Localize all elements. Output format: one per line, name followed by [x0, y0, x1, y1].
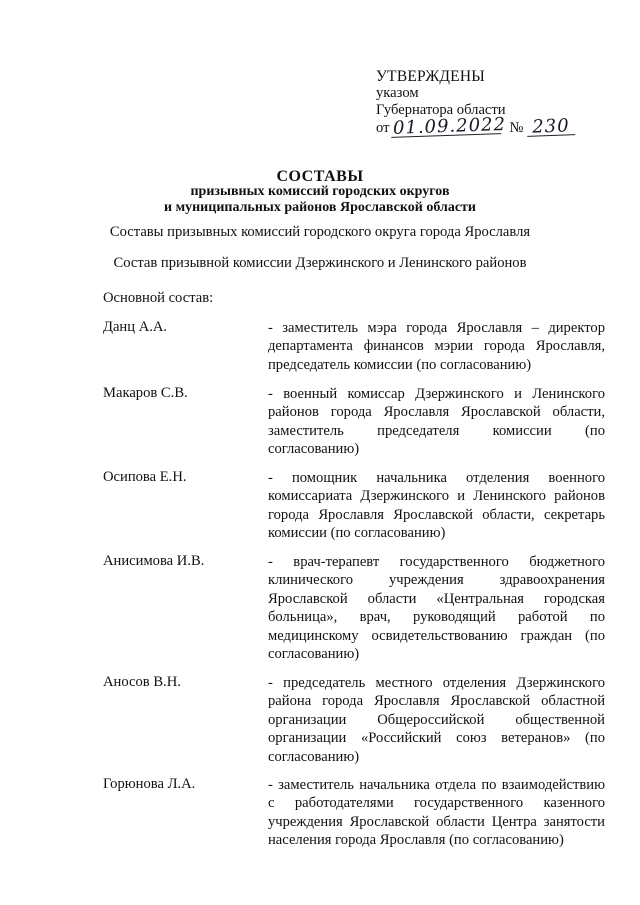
member-role: - врач-терапевт государственного бюджетного клинического учреждения здравоохранения Ярославской области «Центральная городская больница», врач, руководящий работой по медицинскому освидетельствованию граждан (по согласованию)	[268, 554, 605, 663]
approval-authority: Губернатора области	[376, 102, 506, 118]
composition-label: Основной состав:	[103, 290, 214, 306]
member-name: Данц А.А.	[103, 319, 168, 335]
document-subtitle-line2: и муниципальных районов Ярославской области	[164, 200, 476, 215]
approval-date-handwritten: 01.09.2022	[393, 113, 507, 139]
approval-title: УТВЕРЖДЕНЫ	[376, 68, 485, 85]
member-name: Осипова Е.Н.	[103, 469, 187, 485]
member-name: Макаров С.В.	[103, 385, 188, 401]
approval-block	[376, 68, 606, 139]
member-role: - заместитель мэра города Ярославля – директор департамента финансов мэрии города Ярославля, председатель комиссии (по согласованию)	[268, 320, 605, 373]
section-title: Составы призывных комиссий городского округа города Ярославля	[109, 224, 531, 240]
commission-title: Состав призывной комиссии Дзержинского и Ленинского районов	[113, 255, 527, 271]
document-subtitle-line1: призывных комиссий городских округов	[190, 184, 450, 199]
member-role: - помощник начальника отделения военного комиссариата Дзержинского и Ленинского районов города Ярославля Ярославской области, секретарь комиссии (по согласованию)	[268, 470, 605, 542]
member-role: - военный комиссар Дзержинского и Ленинского районов города Ярославля Ярославской области, заместитель председателя комиссии (по согласованию)	[268, 386, 605, 458]
approval-number-sign: №	[509, 120, 524, 136]
approval-date-row	[376, 113, 606, 139]
document-title: СОСТАВЫ	[276, 168, 364, 185]
approval-decree: указом	[376, 85, 419, 101]
approval-number-handwritten: 230	[527, 118, 576, 137]
member-role: - заместитель начальника отдела по взаимодействию с работодателями государственного казенного учреждения Ярославской области Центра занятости населения города Ярославля (по согласованию)	[268, 777, 605, 849]
member-name: Горюнова Л.А.	[103, 776, 196, 792]
member-name: Анисимова И.В.	[103, 553, 205, 569]
member-role: - председатель местного отделения Дзержинского района города Ярославля Ярославской областной организации Общероссийской общественной организации «Российский союз ветеранов» (по согласованию)	[268, 675, 605, 765]
member-name: Аносов В.Н.	[103, 674, 181, 690]
approval-date-prefix: от	[376, 120, 390, 136]
